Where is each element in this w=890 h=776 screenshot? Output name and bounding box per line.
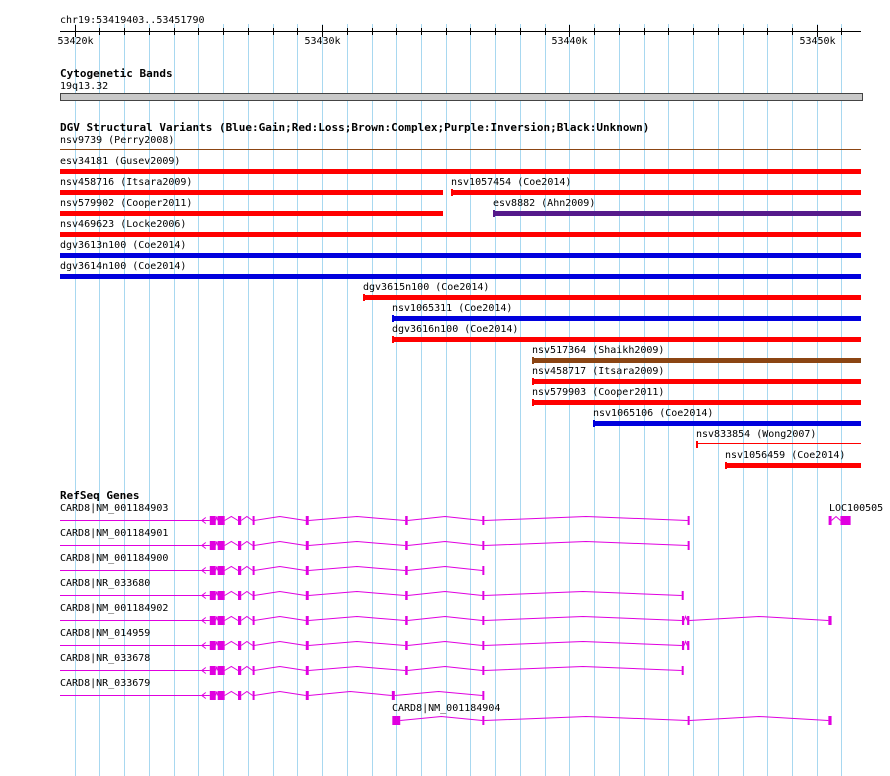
intron-line [254, 542, 306, 546]
intron-line [225, 592, 238, 596]
intron-line [225, 642, 238, 646]
transcript[interactable] [60, 666, 684, 675]
variant-label: nsv1056459 (Coe2014) [725, 450, 846, 461]
exon-block [210, 666, 216, 675]
intron-line [484, 667, 681, 671]
dgv-track-title: DGV Structural Variants (Blue:Gain;Red:Loss;Brown:Complex;Purple:Inversion;Black:Unknown) [60, 121, 650, 134]
exon-block [828, 716, 831, 725]
variant-label: nsv833854 (Wong2007) [696, 429, 817, 440]
intron-line [225, 542, 238, 546]
exon-block [210, 616, 216, 625]
variant-label: nsv579903 (Cooper2011) [532, 387, 665, 398]
intron-line [395, 692, 483, 696]
intron-line [484, 717, 687, 721]
variant-label: nsv458717 (Itsara2009) [532, 366, 665, 377]
variant-label: nsv517364 (Shaikh2009) [532, 345, 665, 356]
intron-line [309, 542, 405, 546]
variant-label: dgv3616n100 (Coe2014) [392, 324, 519, 335]
intron-line [241, 667, 252, 671]
intron-line [254, 517, 306, 521]
exon-block [405, 516, 407, 525]
transcript-label: CARD8|NM_001184900 [60, 553, 169, 564]
exon-block [253, 691, 255, 700]
transcript[interactable] [60, 691, 484, 700]
variant-label: esv8882 (Ahn2009) [493, 198, 596, 209]
exon-block [482, 641, 484, 650]
exon-block [253, 616, 255, 625]
exon-block [687, 616, 689, 625]
exon-block [306, 566, 309, 575]
intron-line [216, 567, 218, 571]
exon-block [253, 541, 255, 550]
exon-block [482, 691, 484, 700]
exon-block [238, 541, 241, 550]
intron-line [216, 617, 218, 621]
exon-block [218, 516, 225, 525]
transcript-label: CARD8|NM_014959 [60, 628, 151, 639]
intron-line [408, 592, 483, 596]
exon-block [210, 691, 216, 700]
intron-line [684, 617, 687, 621]
intron-line [309, 692, 392, 696]
exon-block [238, 691, 241, 700]
exon-block [405, 666, 407, 675]
intron-line [408, 642, 483, 646]
intron-line [241, 542, 252, 546]
exon-block [306, 666, 309, 675]
transcript[interactable] [60, 641, 689, 650]
transcript-label: CARD8|NR_033679 [60, 678, 151, 689]
exon-block [688, 541, 690, 550]
exon-block [306, 691, 309, 700]
exon-block [405, 616, 407, 625]
exon-block [218, 691, 225, 700]
intron-line [690, 717, 829, 721]
exon-block [682, 591, 684, 600]
exon-block [482, 566, 484, 575]
intron-line [408, 617, 483, 621]
variant-label: nsv579902 (Cooper2011) [60, 198, 193, 209]
intron-line [408, 542, 483, 546]
cytoband-track-title: Cytogenetic Bands [60, 67, 173, 80]
intron-line [241, 642, 252, 646]
ruler-tick-label: 53420k [57, 36, 94, 47]
refseq-track-title: RefSeq Genes [60, 489, 140, 502]
exon-block [210, 641, 216, 650]
exon-block [405, 641, 407, 650]
ruler-tick-label: 53440k [551, 36, 588, 47]
location-label: chr19:53419403..53451790 [60, 15, 205, 26]
exon-block [253, 566, 255, 575]
exon-block [306, 541, 309, 550]
ruler-tick-label: 53430k [304, 36, 341, 47]
intron-line [484, 542, 687, 546]
intron-line [309, 617, 405, 621]
exon-block [218, 616, 225, 625]
exon-block [392, 716, 400, 725]
variant-label: nsv9739 (Perry2008) [60, 135, 175, 146]
exon-block [482, 716, 484, 725]
transcript-label: CARD8|NM_001184902 [60, 603, 169, 614]
exon-block [253, 516, 255, 525]
variant-label: dgv3615n100 (Coe2014) [363, 282, 490, 293]
intron-line [684, 642, 687, 646]
exon-block [840, 516, 850, 525]
intron-line [309, 667, 405, 671]
exon-block [238, 616, 241, 625]
exon-block [688, 516, 690, 525]
transcript[interactable] [60, 541, 690, 550]
transcript[interactable] [60, 591, 684, 600]
exon-block [253, 666, 255, 675]
exon-block [253, 591, 255, 600]
exon-block [482, 591, 484, 600]
transcript[interactable] [829, 516, 851, 525]
exon-block [306, 591, 309, 600]
transcript[interactable] [392, 716, 831, 725]
intron-line [225, 617, 238, 621]
intron-line [225, 567, 238, 571]
exon-block [210, 516, 216, 525]
intron-line [484, 517, 687, 521]
intron-line [309, 642, 405, 646]
exon-block [210, 591, 216, 600]
exon-block [218, 641, 225, 650]
intron-line [689, 617, 828, 621]
exon-block [238, 516, 241, 525]
intron-line [216, 517, 218, 521]
intron-line [309, 592, 405, 596]
intron-line [832, 517, 841, 521]
exon-block [306, 616, 309, 625]
variant-label: dgv3613n100 (Coe2014) [60, 240, 187, 251]
exon-block [218, 541, 225, 550]
exon-block [238, 641, 241, 650]
intron-line [484, 642, 682, 646]
exon-block [405, 541, 407, 550]
exon-block [238, 666, 241, 675]
intron-line [241, 617, 252, 621]
transcript-label: CARD8|NM_001184901 [60, 528, 169, 539]
exon-block [682, 666, 684, 675]
intron-line [241, 517, 252, 521]
intron-line [254, 667, 306, 671]
transcript-label: CARD8|NR_033678 [60, 653, 151, 664]
transcript[interactable] [60, 616, 832, 625]
exon-block [682, 616, 684, 625]
intron-line [309, 517, 405, 521]
exon-block [306, 641, 309, 650]
variant-label: nsv458716 (Itsara2009) [60, 177, 193, 188]
intron-line [216, 667, 218, 671]
exon-block [682, 641, 684, 650]
transcript-label: CARD8|NR_033680 [60, 578, 151, 589]
intron-line [216, 692, 218, 696]
intron-line [254, 567, 306, 571]
variant-label: nsv1065311 (Coe2014) [392, 303, 513, 314]
intron-line [241, 592, 252, 596]
intron-line [216, 542, 218, 546]
exon-block [238, 591, 241, 600]
intron-line [408, 667, 483, 671]
exon-block [482, 541, 484, 550]
exon-block [829, 516, 832, 525]
intron-line [254, 692, 306, 696]
exon-block [253, 641, 255, 650]
exon-block [210, 566, 216, 575]
intron-line [254, 617, 306, 621]
variant-label: nsv469623 (Locke2006) [60, 219, 187, 230]
cytoband-label: 19q13.32 [60, 81, 109, 92]
intron-line [216, 642, 218, 646]
intron-line [484, 592, 681, 596]
exon-block [828, 616, 831, 625]
exon-block [687, 641, 689, 650]
transcript-label: LOC100505 [829, 503, 884, 514]
variant-label: dgv3614n100 (Coe2014) [60, 261, 187, 272]
exon-block [306, 516, 309, 525]
ruler-tick-label: 53450k [799, 36, 836, 47]
exon-block [238, 566, 241, 575]
exon-block [482, 616, 484, 625]
exon-block [688, 716, 690, 725]
exon-block [405, 566, 407, 575]
intron-line [225, 517, 238, 521]
exon-block [482, 666, 484, 675]
exon-block [218, 566, 225, 575]
exon-block [405, 591, 407, 600]
intron-line [400, 717, 482, 721]
transcript[interactable] [60, 566, 484, 575]
variant-label: nsv1057454 (Coe2014) [451, 177, 572, 188]
exon-block [482, 516, 484, 525]
transcript-label: CARD8|NM_001184904 [392, 703, 501, 714]
exon-block [392, 691, 395, 700]
exon-block [210, 541, 216, 550]
intron-line [241, 692, 252, 696]
intron-line [408, 517, 483, 521]
exon-block [218, 591, 225, 600]
transcript[interactable] [60, 516, 690, 525]
transcript-label: CARD8|NM_001184903 [60, 503, 169, 514]
intron-line [254, 592, 306, 596]
intron-line [216, 592, 218, 596]
intron-line [254, 642, 306, 646]
intron-line [225, 692, 238, 696]
intron-line [484, 617, 682, 621]
intron-line [241, 567, 252, 571]
intron-line [225, 667, 238, 671]
intron-line [408, 567, 483, 571]
intron-line [309, 567, 405, 571]
exon-block [218, 666, 225, 675]
variant-label: esv34181 (Gusev2009) [60, 156, 181, 167]
variant-label: nsv1065106 (Coe2014) [593, 408, 714, 419]
